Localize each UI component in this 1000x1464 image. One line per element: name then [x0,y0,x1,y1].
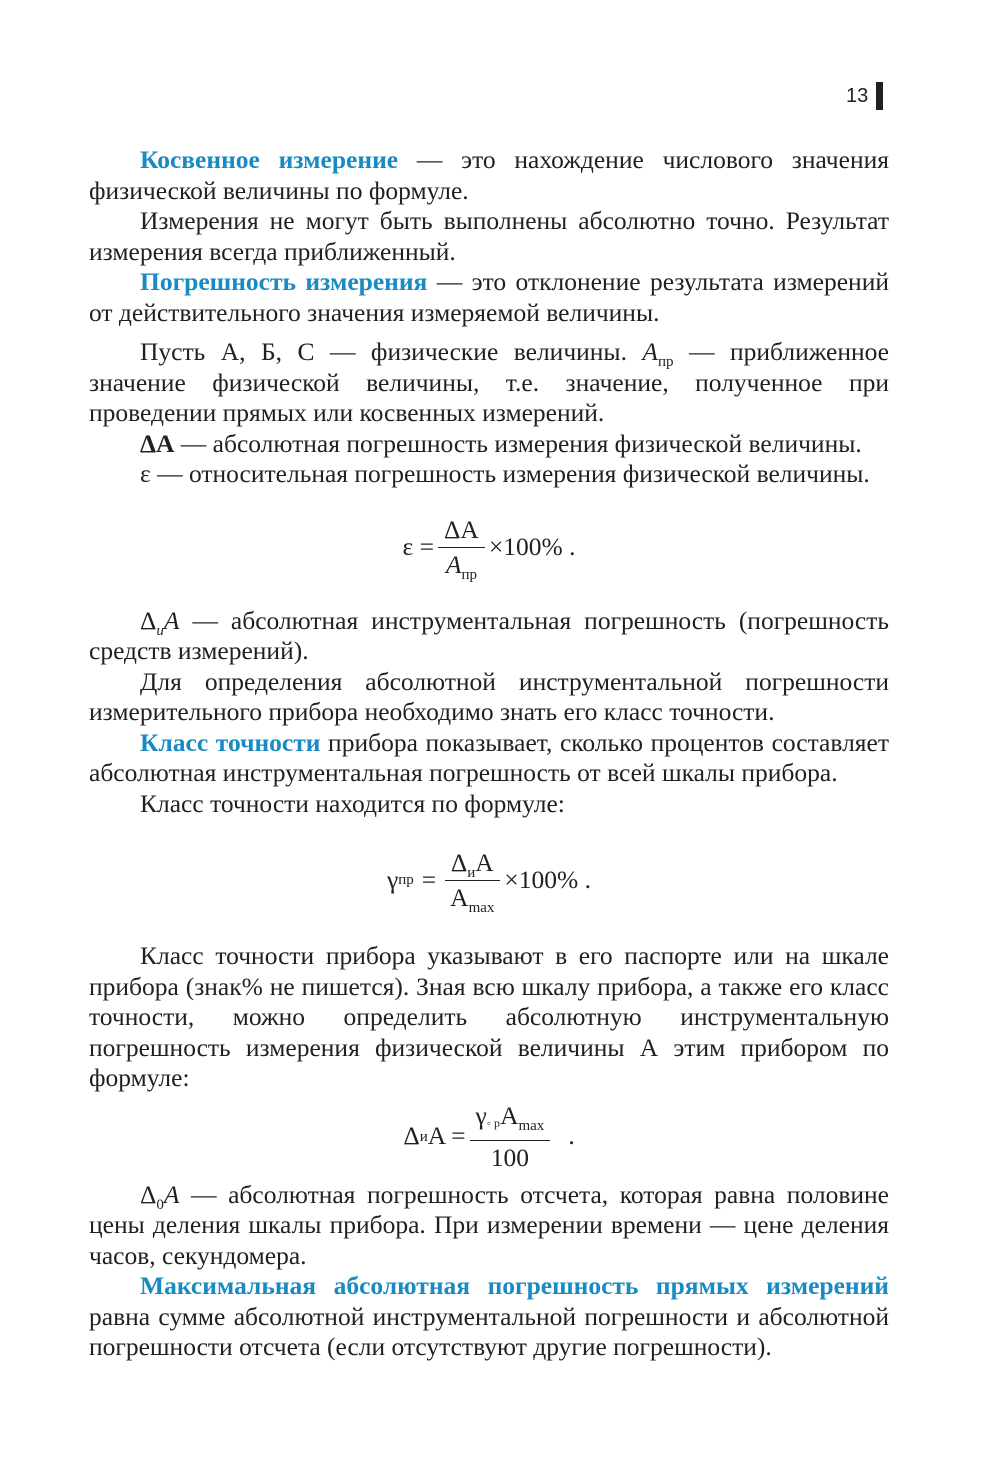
paragraph-instrument-class [89,667,889,728]
numerator-symbol: A [475,847,494,877]
formula-lhs: γ [386,864,399,894]
symbol-delta: Δ [140,605,157,635]
fraction-denominator [440,548,483,583]
definition-max-error [89,1271,889,1363]
symbol-delta: Δ [140,1179,157,1209]
definition-accuracy-class [89,728,889,789]
paragraph-text: Класс точности прибора указывают в его паспорте или на шкале прибора (знак% не пишется). Зная всю шкалу прибора, а также его класс точности, можно определить абсолютную инструментальную погрешность измерения физической величины А этим прибором по формуле: [89,941,889,1092]
paragraph-text: Пусть А, Б, С — физические величины. [140,337,643,366]
formula-fraction [444,847,500,916]
paragraph-text: Измерения не могут быть выполнены абсолютно точно. Результат измерения всегда приближенный. [89,206,889,266]
page-number [846,82,883,110]
formula-lhs: ε = [402,532,434,562]
formula-rhs: ×100% . [488,532,576,562]
symbol-a: A [163,605,180,635]
symbol-a: A [163,1179,180,1209]
formula-eq: = [421,864,437,894]
paragraph-class-formula [89,789,889,820]
symbol-sub: пр [658,354,674,370]
paragraph-text: — приближенное значение физической величины, т.е. значение, полученное при проведении прямых или косвенных измерений. [89,337,889,427]
term-indirect-measurement: Косвенное измерение [140,145,399,174]
formula-lhs-delta: Δ [403,1121,420,1151]
definition-reading-error [89,1180,889,1272]
formula-fraction [470,1101,551,1173]
denominator-symbol: A [450,882,469,912]
definition-text: — абсолютная погрешность отсчета, которая равна половине цены деления шкалы прибора. При измерении времени — цене деления часов, секундомера. [89,1179,889,1270]
term-measurement-error: Погрешность измерения [140,267,428,296]
formula-fraction [438,515,485,583]
fraction-numerator [470,1101,551,1141]
term-accuracy-class: Класс точности [140,727,321,757]
formula-instrument-error: Δ и A = $\frac{\gamma◦ рA_{max}}{100}$ . [403,1100,575,1172]
numerator-delta: Δ [450,847,468,877]
definition-absolute-error [89,429,889,460]
definition-text: прибора показывает, сколько процентов составляет абсолютная инструментальная погрешность от всей шкалы прибора. [89,727,889,787]
fraction-denominator: 100 [490,1142,530,1172]
page-content [89,145,889,1363]
formula-lhs: A = [427,1121,466,1151]
formula-rhs: ×100% . [504,864,592,894]
paragraph-approx-value [89,337,889,429]
denominator-symbol: A [445,550,462,579]
definition-text: — это отклонение результата измерений от действительного значения измеряемой величины. [89,267,889,327]
definition-measurement-error [89,267,889,328]
paragraph-class-passport [89,941,889,1094]
symbol-a: A [642,337,658,366]
denominator-sub: пр [461,567,477,583]
definition-relative-error [89,459,889,490]
symbol-delta-a: ΔA [140,428,175,458]
numerator-symbol: A [500,1100,519,1130]
fraction-numerator: ΔA [438,515,485,548]
definition-indirect-measurement [89,145,889,206]
formula-rhs: . [568,1121,575,1151]
term-max-error: Максимальная абсолютная погрешность прямых измерений [140,1271,889,1300]
definition-text: равна сумме абсолютной инструментальной погрешности и абсолютной погрешности отсчета (если отсутствуют другие погрешности). [89,1301,889,1361]
paragraph-accuracy [89,206,889,267]
page-number-text: 13 [846,84,869,107]
definition-text: — абсолютная погрешность измерения физической величины. [174,428,862,458]
denominator-sub: max [468,899,495,916]
symbol-sub: и [156,622,164,639]
symbol-sub: 0 [156,1196,164,1213]
numerator-sub: ◦ р [486,1115,501,1130]
paragraph-text: Для определения абсолютной инструментальной погрешности измерительного прибора необходимо знать его класс точности. [89,666,889,726]
definition-instrument-error [89,606,889,667]
paragraph-text: Класс точности находится по формуле: [140,788,565,818]
fraction-numerator [445,848,500,881]
definition-text: ε — относительная погрешность измерения физической величины. [140,459,870,488]
numerator-sub: и [467,864,476,881]
numerator-gamma: γ [475,1100,487,1130]
numerator-symbol-sub: max [518,1117,545,1134]
definition-text: — абсолютная инструментальная погрешность (погрешность средств измерений). [89,605,889,665]
page-number-bar [876,82,883,110]
formula-relative-error [89,490,889,606]
formula-accuracy-class: γ пр = $\frac{\Delta_иA}{A_{max}}$ ×100% . [386,847,592,916]
fraction-denominator [444,881,500,916]
definition-text: — это нахождение числового значения физической величины по формуле. [89,145,889,205]
